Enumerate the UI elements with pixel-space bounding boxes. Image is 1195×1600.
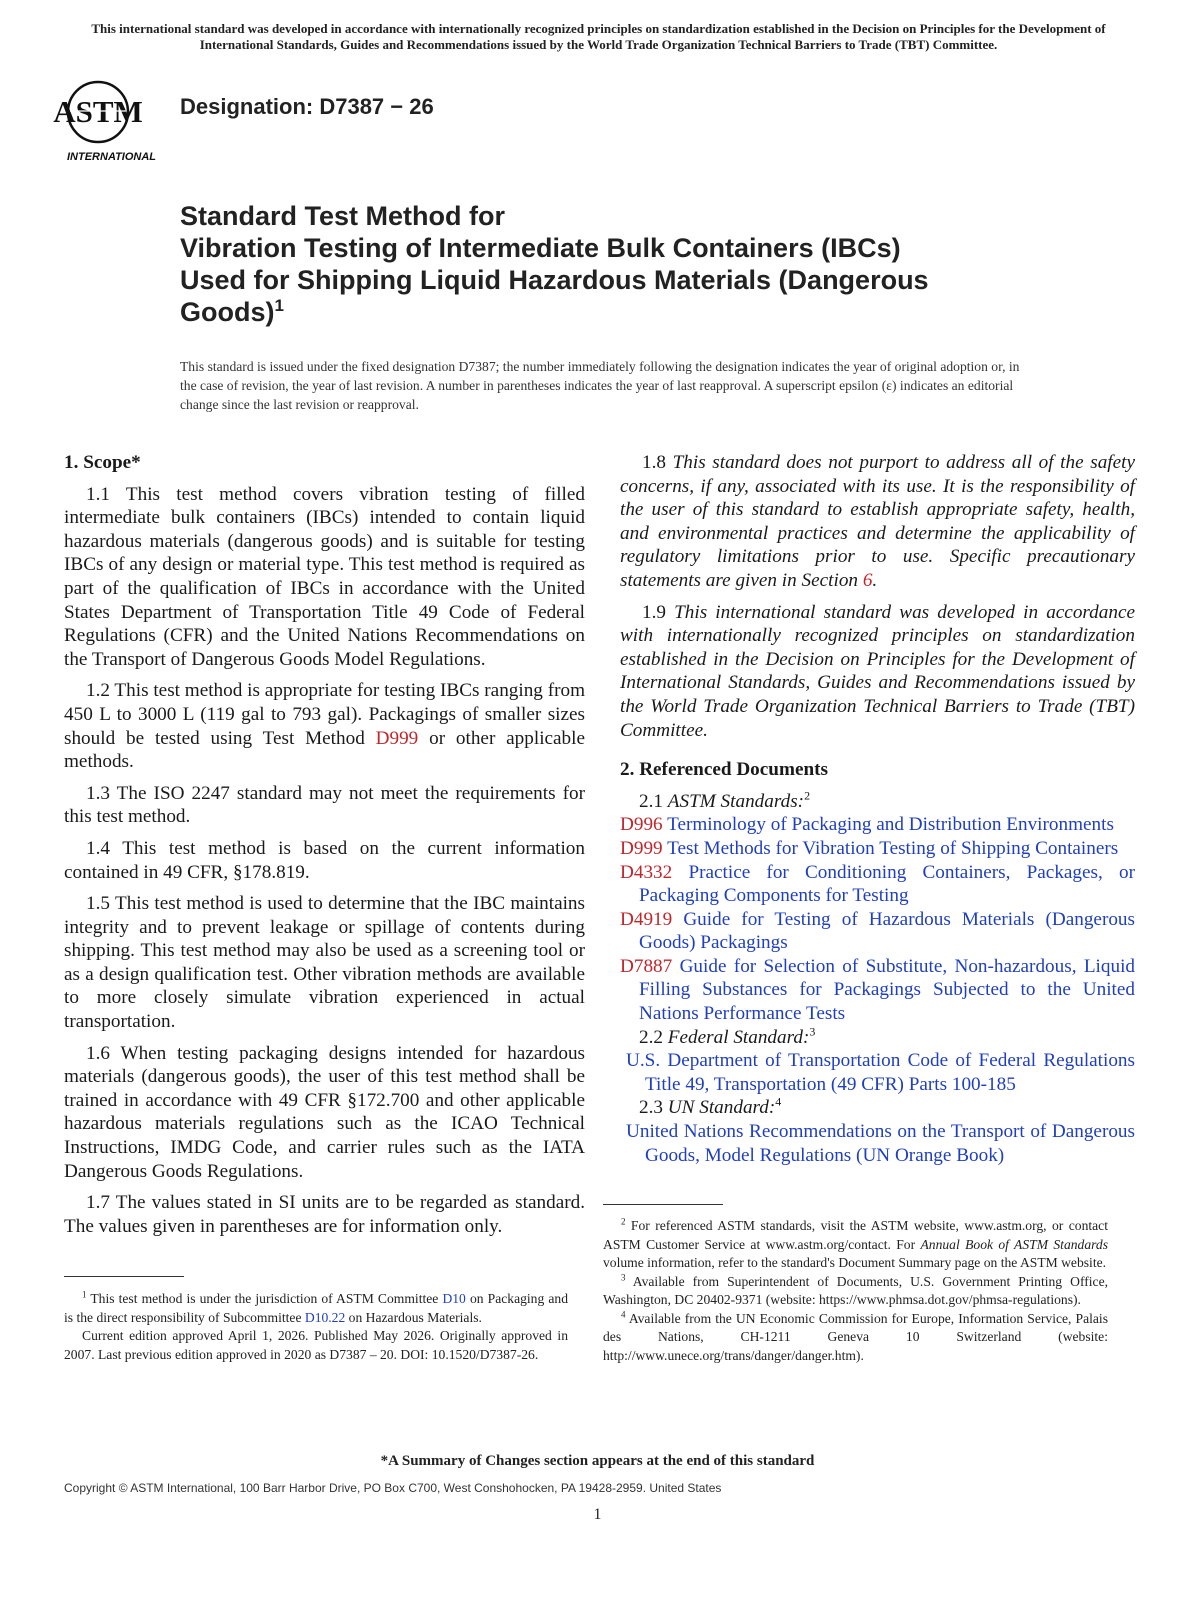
astm-standards-fn: 2	[804, 788, 811, 803]
footnote-3-mark: 3	[621, 1271, 626, 1282]
title-line-4-text: Goods)	[180, 297, 275, 327]
intro-paragraph: This standard is issued under the fixed designation D7387; the number immediately following the designation indicates the year of original adoption or, in the case of revision, the year of last revision. A number in parentheses indicates the year of last reapproval. A superscript epsilon (ε) indicates an editorial change since the last revision or reapproval.	[180, 359, 1020, 412]
title-line-3: Used for Shipping Liquid Hazardous Materials (Dangerous	[180, 265, 929, 295]
para-1-1: 1.1 This test method covers vibration testing of filled intermediate bulk containers (IBCs) intended to contain liquid hazardous materials (dangerous goods) and is suitable for testing IBCs of any design or material type. This test method is required as part of the qualification of IBCs in accordance with the United States Department of Transportation Title 49 Code of Federal Regulations (CFR) and the United Nations Recommendations on the Transport of Dangerous Goods Model Regulations.	[64, 483, 585, 670]
para-1-2-text-a: 1.2 This test method is appropriate for testing IBCs ranging from 450 L to 3000 L (119 gal to 793 gal). Packagings of smaller sizes should be tested using Test Method	[64, 680, 585, 749]
ref-item-cfr[interactable]: U.S. Department of Transportation Code of Federal Regulations Title 49, Transportation (49 CFR) Parts 100-185	[626, 1050, 1135, 1095]
federal-standard-label: Federal Standard:	[667, 1026, 810, 1048]
link-d10[interactable]: D10	[442, 1291, 466, 1306]
ref-title[interactable]: Guide for Testing of Hazardous Materials (Dangerous Goods) Packagings	[639, 908, 1135, 954]
un-standard-fn: 4	[775, 1095, 782, 1110]
footnote-1-mark: 1	[82, 1289, 87, 1300]
ref-code[interactable]: D7887	[620, 955, 673, 977]
ref-title[interactable]: Guide for Selection of Substitute, Non-hazardous, Liquid Filling Substances for Packagings Subjected to the United Nations Performance Tests	[639, 955, 1135, 1025]
astm-standards-label: ASTM Standards:	[667, 790, 805, 812]
ref-item-d7887[interactable]	[620, 955, 1135, 1026]
page-number: 1	[593, 1506, 602, 1523]
un-standard-number: 2.3	[639, 1097, 668, 1119]
ref-code[interactable]: D999	[620, 837, 663, 859]
astm-standards-number: 2.1	[639, 790, 668, 812]
para-1-8-end: .	[872, 569, 878, 591]
logo-text: ASTM	[53, 94, 143, 129]
ref-title[interactable]: Test Methods for Vibration Testing of Shipping Containers	[662, 837, 1119, 859]
footnote-1-text-b: on Packaging and is the direct responsibility of Subcommittee	[64, 1291, 568, 1325]
link-d10-22[interactable]: D10.22	[304, 1309, 346, 1325]
para-1-9-text: This international standard was developed in accordance with internationally recognized principles on standardization established in the Decision on Principles for the Development of International Standards, Guides and Recommendations issued by the World Trade Organization Technical Barriers to Trade (TBT) Committee.	[620, 601, 1135, 741]
para-1-2	[64, 679, 585, 773]
para-1-9	[620, 601, 1135, 743]
footnote-2-text-a: For referenced ASTM standards, visit the ASTM website, www.astm.org, or contact ASTM Customer Service at www.astm.org/contact. For	[603, 1218, 1108, 1252]
un-standard-label: UN Standard:	[667, 1097, 776, 1119]
para-1-9-number: 1.9	[642, 601, 675, 623]
link-section-6[interactable]: 6	[862, 569, 873, 591]
footnotes-left	[64, 1290, 568, 1364]
para-1-2-text-b: or other applicable methods.	[64, 727, 585, 773]
ref-item-d4919[interactable]	[620, 908, 1135, 955]
ref-title[interactable]: Terminology of Packaging and Distribution Environments	[662, 814, 1114, 836]
ref-item-d999[interactable]	[620, 837, 1135, 861]
referenced-documents-heading: 2. Referenced Documents	[620, 759, 828, 781]
title-line-2: Vibration Testing of Intermediate Bulk Containers (IBCs)	[180, 233, 901, 263]
title-footnote-mark: 1	[274, 296, 284, 315]
astm-logo	[53, 78, 170, 164]
link-d999[interactable]: D999	[375, 727, 419, 749]
federal-standard-fn: 3	[809, 1024, 816, 1039]
ref-title[interactable]: Practice for Conditioning Containers, Packages, or Packaging Components for Testing	[639, 861, 1135, 907]
footnote-4-mark: 4	[621, 1308, 626, 1319]
document-title	[180, 200, 1020, 328]
logo-subtext: INTERNATIONAL	[67, 151, 157, 163]
footnote-3-text: Available from Superintendent of Documents, U.S. Government Printing Office, Washington, DC 20402-9371 (website: https://www.phmsa.dot.gov/phmsa-regulations).	[603, 1273, 1108, 1307]
title-line-4	[180, 296, 1020, 328]
footnote-2	[603, 1217, 1108, 1273]
footnote-2-text-b: volume information, refer to the standard's Document Summary page on the ASTM website.	[603, 1255, 1107, 1270]
un-standard-subhead	[620, 1096, 1135, 1120]
para-1-7: 1.7 The values stated in SI units are to be regarded as standard. The values given in parentheses are for information only.	[64, 1192, 585, 1237]
left-column	[64, 451, 585, 1246]
federal-standard-number: 2.2	[639, 1026, 668, 1048]
footnote-1-edition: Current edition approved April 1, 2026. Published May 2026. Originally approved in 2007. Last previous edition approved in 2020 as D7387 – 20. DOI: 10.1520/D7387-26.	[64, 1328, 568, 1362]
footnote-1-text-a: This test method is under the jurisdiction of ASTM Committee	[86, 1291, 443, 1306]
scope-heading: 1. Scope*	[64, 452, 141, 473]
ref-code[interactable]: D4332	[620, 861, 673, 883]
copyright-line: Copyright © ASTM International, 100 Barr Harbor Drive, PO Box C700, West Conshohocken, PA 19428-2959. United States	[64, 1481, 722, 1495]
astm-standards-subhead	[620, 790, 1135, 814]
footnote-4	[603, 1310, 1108, 1366]
footnote-2-italic: Annual Book of ASTM Standards	[920, 1236, 1108, 1252]
federal-standard-subhead	[620, 1026, 1135, 1050]
para-1-8	[620, 451, 1135, 593]
para-1-6: 1.6 When testing packaging designs intended for hazardous materials (dangerous goods), the user of this test method shall be trained in accordance with 49 CFR §172.700 and other applicable hazardous materials regulations such as the ICAO Technical Instructions, IMDG Code, and carrier rules such as the IATA Dangerous Goods Regulations.	[64, 1042, 585, 1182]
footnote-4-text: Available from the UN Economic Commission for Europe, Information Service, Palais des Nations, CH-1211 Geneva 10 Switzerland (website: http://www.unece.org/trans/danger/danger.htm).	[603, 1310, 1108, 1363]
ref-item-d996[interactable]	[620, 813, 1135, 837]
ref-code[interactable]: D4919	[620, 908, 673, 930]
right-column	[620, 451, 1135, 1167]
title-line-1: Standard Test Method for	[180, 201, 506, 231]
footnote-1	[64, 1290, 568, 1327]
summary-of-changes-note: *A Summary of Changes section appears at the end of this standard	[380, 1453, 815, 1469]
footnotes-right	[603, 1217, 1108, 1365]
footnote-rule-left	[64, 1276, 184, 1277]
footnote-1-text-c: on Hazardous Materials.	[345, 1309, 482, 1325]
para-1-3: 1.3 The ISO 2247 standard may not meet the requirements for this test method.	[64, 782, 585, 828]
designation: Designation: D7387 − 26	[180, 94, 434, 119]
para-1-8-number: 1.8	[642, 452, 673, 473]
footnote-2-mark: 2	[621, 1216, 626, 1227]
ref-code[interactable]: D996	[620, 814, 663, 836]
para-1-4: 1.4 This test method is based on the current information contained in 49 CFR, §178.819.	[64, 837, 585, 883]
astm-logo-mark	[53, 78, 170, 164]
wto-notice: This international standard was developed in accordance with internationally recognized principles on standardization established in the Decision on Principles for the Development of International Standards, Guides and Recommendations issued by the World Trade Organization Technical Barriers to Trade (TBT) Committee.	[91, 21, 1106, 52]
para-1-5: 1.5 This test method is used to determine that the IBC maintains integrity and to prevent leakage or spillage of contents during shipping. This test method may also be used as a screening tool or as a design qualification test. Other vibration methods are available to more closely simulate vibration experienced in actual transportation.	[64, 893, 585, 1033]
ref-item-d4332[interactable]	[620, 861, 1135, 908]
footnote-3	[603, 1273, 1108, 1310]
footnote-rule-right	[603, 1204, 723, 1205]
ref-item-un-orange-book[interactable]: United Nations Recommendations on the Transport of Dangerous Goods, Model Regulations (UN Orange Book)	[626, 1121, 1135, 1166]
para-1-8-text: This standard does not purport to address all of the safety concerns, if any, associated with its use. It is the responsibility of the user of this standard to establish appropriate safety, health, and environmental practices and determine the applicability of regulatory limitations prior to use. Specific precautionary statements are given in Section	[620, 452, 1136, 591]
